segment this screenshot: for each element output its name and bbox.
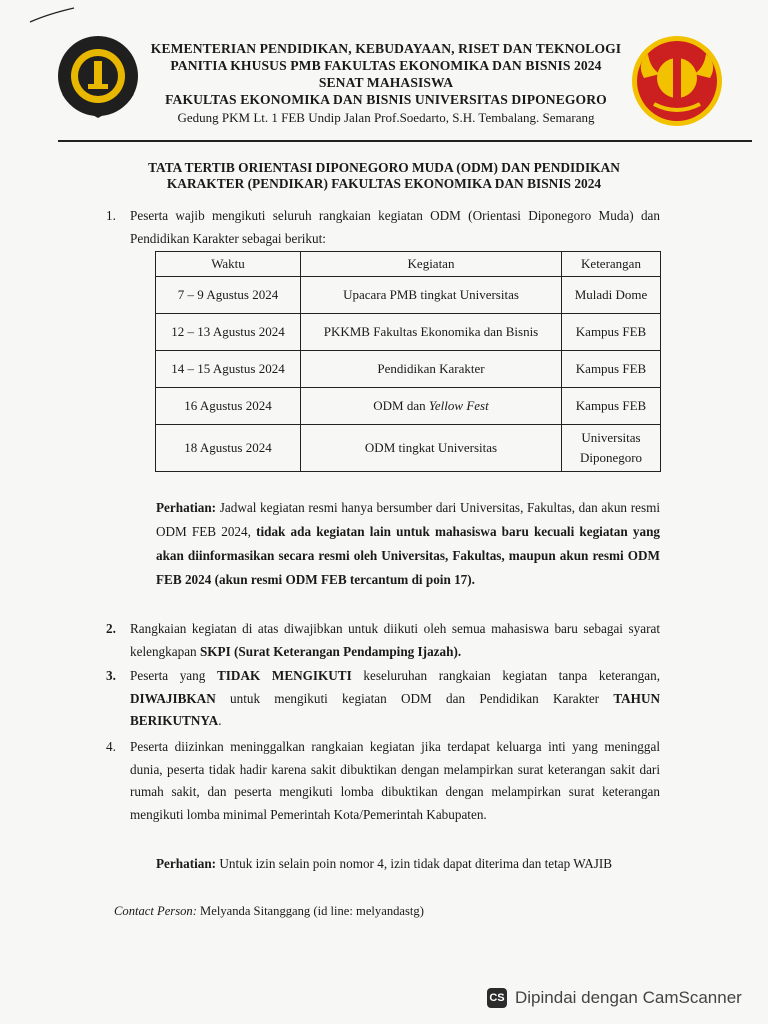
item-number: 1. (106, 208, 116, 223)
document-title (100, 160, 668, 192)
cell-waktu: 18 Agustus 2024 (156, 425, 301, 472)
keterangan-line-1: Universitas (581, 430, 641, 445)
note-label: Perhatian: (156, 500, 217, 515)
cell-kegiatan: Pendidikan Karakter (301, 351, 562, 388)
kegiatan-text: ODM dan (373, 398, 429, 413)
cell-kegiatan: Upacara PMB tingkat Universitas (301, 277, 562, 314)
letterhead-senate: SENAT MAHASISWA (318, 75, 454, 90)
cell-keterangan (562, 425, 661, 472)
letterhead-committee: PANITIA KHUSUS PMB FAKULTAS EKONOMIKA DAN BISNIS 2024 (170, 58, 602, 73)
letterhead-divider (58, 140, 752, 142)
cell-waktu: 14 – 15 Agustus 2024 (156, 351, 301, 388)
note-label: Perhatian: (156, 856, 217, 871)
item-text: Peserta wajib mengikuti seluruh rangkaian kegiatan ODM (Orientasi Diponegoro Muda) dan Pendidikan Karakter sebagai berikut: (130, 208, 660, 246)
item-bold-text: DIWAJIBKAN (130, 690, 216, 706)
rule-item-4 (106, 736, 660, 826)
cell-waktu: 16 Agustus 2024 (156, 388, 301, 425)
table-row (156, 425, 661, 472)
item-bold-text: TAHUN BERIKUTNYA (130, 690, 660, 728)
keterangan-line-2: Diponegoro (579, 450, 643, 465)
item-bold-text: TIDAK MENGIKUTI (217, 668, 352, 683)
item-number: 3. (106, 668, 116, 683)
table-header-row (156, 252, 661, 277)
item-text: Peserta yang (130, 668, 217, 683)
title-line-2: KARAKTER (PENDIKAR) FAKULTAS EKONOMIKA DAN BISNIS 2024 (166, 176, 602, 191)
item-text: Rangkaian kegiatan di atas diwajibkan untuk diikuti oleh semua mahasiswa baru sebagai syarat kelengkapan (130, 621, 660, 659)
letterhead-ministry: KEMENTERIAN PENDIDIKAN, KEBUDAYAAN, RISET DAN TEKNOLOGI (150, 41, 622, 56)
note-bold-text: tidak ada kegiatan lain untuk mahasiswa baru kecuali kegiatan yang akan diinformasikan secara resmi oleh Universitas, Fakultas, maupun akun resmi ODM FEB 2024 (akun resmi ODM FEB tercantum di poin 17). (156, 524, 660, 587)
cell-kegiatan: PKKMB Fakultas Ekonomika dan Bisnis (301, 314, 562, 351)
schedule-table (155, 251, 661, 472)
pen-stroke (28, 6, 78, 26)
cell-kegiatan (301, 388, 562, 425)
note-text: Untuk izin selain poin nomor 4, izin tidak dapat diterima dan tetap WAJIB (216, 856, 613, 871)
note-text: Jadwal kegiatan resmi hanya bersumber dari Universitas, Fakultas, dan akun resmi ODM FEB 2024, (156, 500, 660, 539)
cell-keterangan: Kampus FEB (562, 388, 661, 425)
cell-waktu: 7 – 9 Agustus 2024 (156, 277, 301, 314)
table-row (156, 351, 661, 388)
camscanner-icon: CS (487, 988, 507, 1008)
contact-value: Melyanda Sitanggang (id line: melyandastg) (196, 904, 424, 918)
cell-keterangan: Muladi Dome (562, 277, 661, 314)
undip-logo (56, 34, 140, 118)
cell-keterangan: Kampus FEB (562, 351, 661, 388)
item-number: 4. (106, 739, 116, 754)
item-text: . (218, 713, 222, 728)
note-permission (156, 852, 676, 876)
cell-kegiatan: ODM tingkat Universitas (301, 425, 562, 472)
kegiatan-italic-text: Yellow Fest (428, 398, 489, 413)
letterhead (140, 40, 632, 128)
header-kegiatan: Kegiatan (301, 252, 562, 277)
camscanner-label: Dipindai dengan CamScanner (515, 988, 742, 1007)
cell-waktu: 12 – 13 Agustus 2024 (156, 314, 301, 351)
letterhead-address: Gedung PKM Lt. 1 FEB Undip Jalan Prof.Soedarto, S.H. Tembalang. Semarang (177, 110, 595, 125)
item-text: keseluruhan rangkaian kegiatan tanpa keterangan, (351, 668, 661, 683)
senat-feb-logo (630, 34, 724, 128)
title-line-1: TATA TERTIB ORIENTASI DIPONEGORO MUDA (ODM) DAN PENDIDIKAN (148, 160, 620, 175)
table-row (156, 277, 661, 314)
header-waktu: Waktu (156, 252, 301, 277)
table-row (156, 314, 661, 351)
letterhead-faculty: FAKULTAS EKONOMIKA DAN BISNIS UNIVERSITAS DIPONEGORO (165, 92, 607, 107)
rule-item-1 (106, 205, 660, 250)
cell-keterangan: Kampus FEB (562, 314, 661, 351)
contact-label: Contact Person: (114, 904, 197, 918)
item-bold-text: SKPI (Surat Keterangan Pendamping Ijazah). (199, 643, 462, 659)
rule-item-2 (106, 618, 660, 663)
contact-person (114, 904, 424, 919)
rule-item-3 (106, 665, 661, 733)
item-number: 2. (106, 621, 116, 636)
table-row (156, 388, 661, 425)
item-text: untuk mengikuti kegiatan ODM dan Pendidikan Karakter (215, 690, 614, 706)
camscanner-watermark (487, 984, 757, 1012)
item-text: Peserta diizinkan meninggalkan rangkaian kegiatan jika terdapat keluarga inti yang meninggal dunia, peserta tidak hadir karena sakit dibuktikan dengan melampirkan surat keterangan sakit dari rumah sakit, dan peserta mengikuti lomba dibuktikan dengan melampirkan surat keterangan mengikuti lomba minimal Pemerintah Kota/Pemerintah Kabupaten. (130, 739, 660, 822)
header-keterangan: Keterangan (562, 252, 661, 277)
note-schedule (156, 496, 660, 592)
